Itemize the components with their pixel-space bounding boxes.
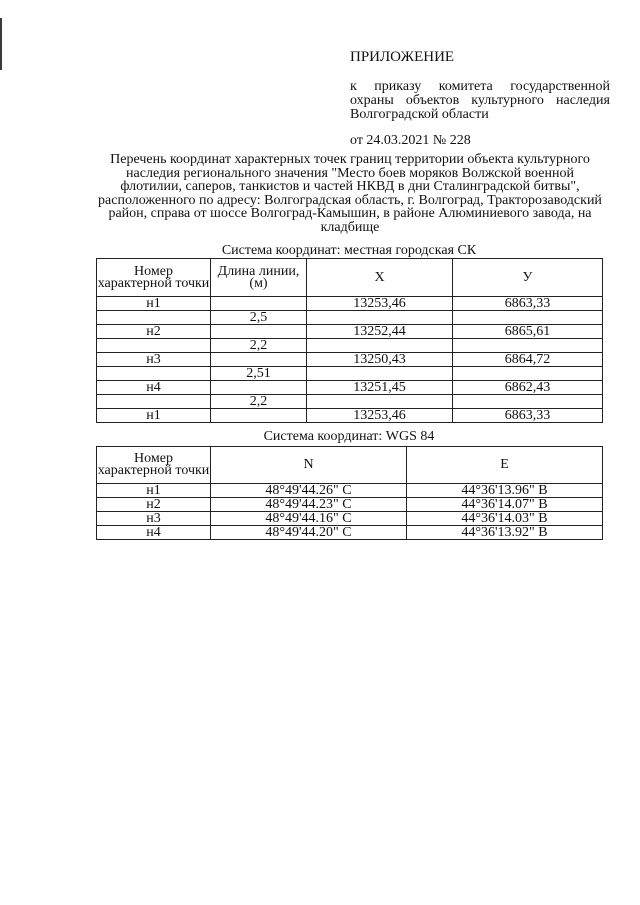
line-length-cell <box>211 325 307 339</box>
point-number-cell <box>97 395 211 409</box>
point-number-cell: н4 <box>97 381 211 395</box>
table-row <box>97 512 603 526</box>
table-row <box>97 395 603 409</box>
header-line-length: Длина линии, (м) <box>211 259 307 297</box>
table-row <box>97 498 603 512</box>
header-y: У <box>453 259 603 297</box>
table-row <box>97 353 603 367</box>
point-number-cell: н2 <box>97 498 211 512</box>
table-row <box>97 339 603 353</box>
latitude-cell: 48°49'44.23" С <box>211 498 407 512</box>
annex-block <box>350 50 610 148</box>
header-x: X <box>307 259 453 297</box>
table-row <box>97 526 603 540</box>
line-length-cell: 2,2 <box>211 339 307 353</box>
point-number-cell: н3 <box>97 353 211 367</box>
y-value-cell <box>453 395 603 409</box>
table-row <box>97 367 603 381</box>
point-number-cell <box>97 311 211 325</box>
x-value-cell <box>307 311 453 325</box>
header-e: E <box>407 447 603 484</box>
line-length-cell <box>211 297 307 311</box>
table-row <box>97 409 603 423</box>
y-value-cell <box>453 339 603 353</box>
point-number-cell: н3 <box>97 512 211 526</box>
line-length-cell: 2,2 <box>211 395 307 409</box>
point-number-cell <box>97 339 211 353</box>
local-table-caption: Система координат: местная городская СК <box>221 243 477 258</box>
annex-title: ПРИЛОЖЕНИЕ <box>350 49 455 65</box>
longitude-cell: 44°36'14.03" В <box>407 512 603 526</box>
table-row <box>97 297 603 311</box>
header-n: N <box>211 447 407 484</box>
y-value-cell: 6863,33 <box>453 409 603 423</box>
point-number-cell: н2 <box>97 325 211 339</box>
longitude-cell: 44°36'13.92" В <box>407 526 603 540</box>
local-coordinates-table <box>96 258 603 423</box>
header-point-number: Номер характерной точки <box>97 259 211 297</box>
latitude-cell: 48°49'44.16" С <box>211 512 407 526</box>
table-row <box>97 325 603 339</box>
wgs-table-caption: Система координат: WGS 84 <box>263 429 435 444</box>
x-value-cell: 13252,44 <box>307 325 453 339</box>
y-value-cell: 6865,61 <box>453 325 603 339</box>
table-row <box>97 381 603 395</box>
annex-order-text: к приказу комитета государственной охраны объектов культурного наследия Волгоградской области <box>350 79 610 122</box>
x-value-cell: 13253,46 <box>307 297 453 311</box>
wgs-table-header-row <box>97 447 603 484</box>
y-value-cell: 6863,33 <box>453 297 603 311</box>
line-length-cell <box>211 409 307 423</box>
table-row <box>97 311 603 325</box>
x-value-cell <box>307 395 453 409</box>
y-value-cell: 6864,72 <box>453 353 603 367</box>
x-value-cell <box>307 367 453 381</box>
line-length-cell <box>211 353 307 367</box>
x-value-cell: 13253,46 <box>307 409 453 423</box>
header-point-number: Номер характерной точки <box>97 447 211 484</box>
point-number-cell: н1 <box>97 409 211 423</box>
point-number-cell: н4 <box>97 526 211 540</box>
intro-paragraph: Перечень координат характерных точек границ территории объекта культурного наследия регионального значения "Место боев моряков Волжской военной флотилии, саперов, танкистов и частей НКВД в дни Сталинградской битвы", расположенного по адресу: Волгоградская область, г. Волгоград, Тракторозаводский район, справа от шоссе Волгоград-Камышин, в районе Алюминиевого завода, на кладбище <box>98 152 602 235</box>
wgs-coordinates-table <box>96 446 603 540</box>
annex-date: от 24.03.2021 № 228 <box>350 133 471 148</box>
point-number-cell <box>97 367 211 381</box>
line-length-cell: 2,51 <box>211 367 307 381</box>
x-value-cell <box>307 339 453 353</box>
x-value-cell: 13251,45 <box>307 381 453 395</box>
longitude-cell: 44°36'13.96" В <box>407 484 603 498</box>
table-row <box>97 484 603 498</box>
line-length-cell: 2,5 <box>211 311 307 325</box>
y-value-cell: 6862,43 <box>453 381 603 395</box>
latitude-cell: 48°49'44.20" С <box>211 526 407 540</box>
line-length-cell <box>211 381 307 395</box>
x-value-cell: 13250,43 <box>307 353 453 367</box>
latitude-cell: 48°49'44.26" С <box>211 484 407 498</box>
local-table-header-row <box>97 259 603 297</box>
longitude-cell: 44°36'14.07" В <box>407 498 603 512</box>
point-number-cell: н1 <box>97 484 211 498</box>
point-number-cell: н1 <box>97 297 211 311</box>
y-value-cell <box>453 311 603 325</box>
scan-edge-mark <box>0 18 2 70</box>
y-value-cell <box>453 367 603 381</box>
